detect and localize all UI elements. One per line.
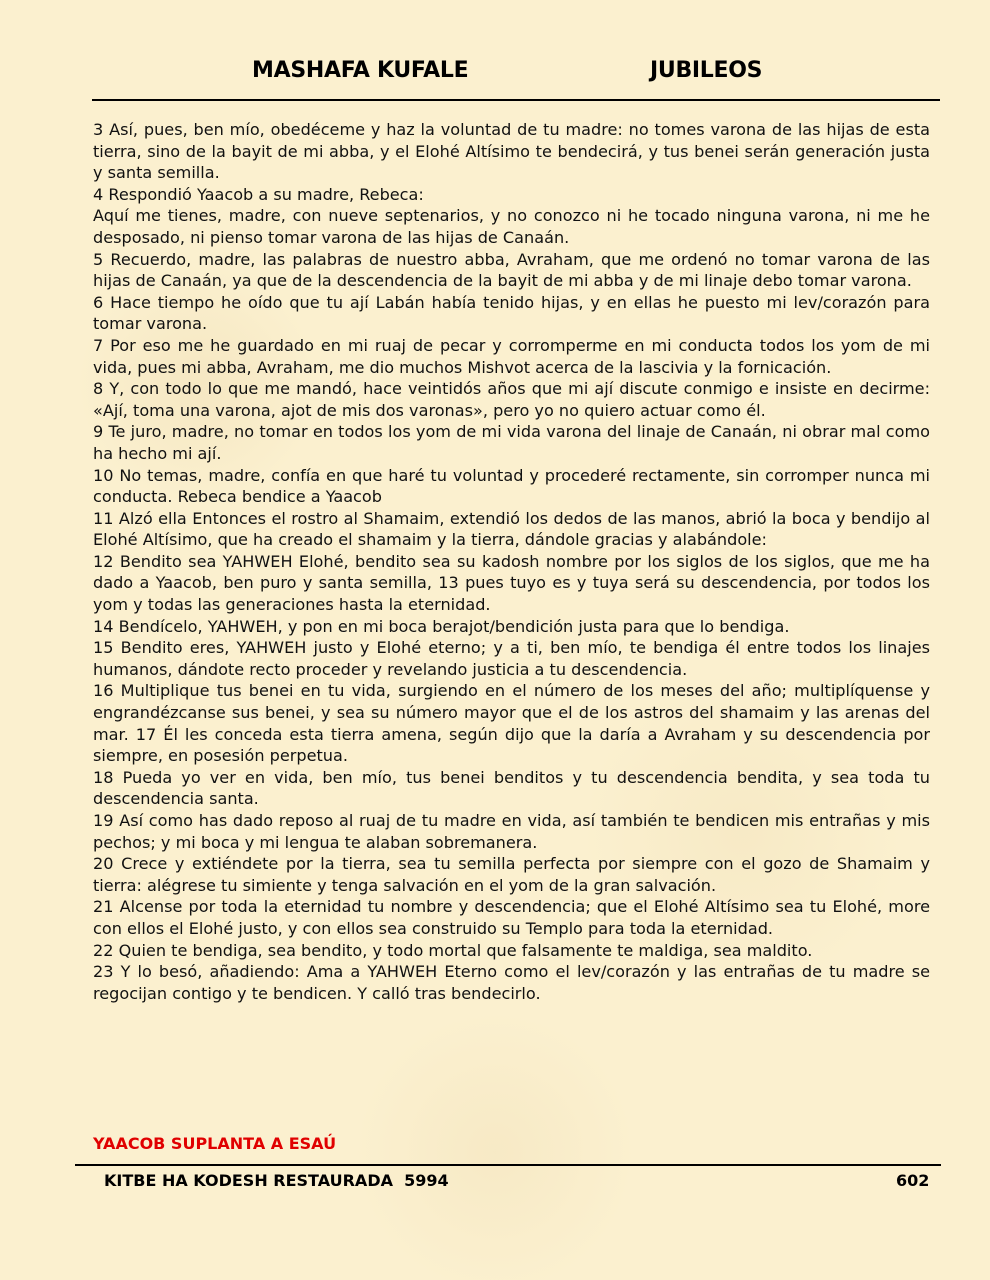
paragraph: 6 Hace tiempo he oído que tu ají Labán había tenido hijas, y en ellas he puesto mi lev/corazón para tomar varona. <box>93 292 930 334</box>
paragraph: Aquí me tienes, madre, con nueve septenarios, y no conozco ni he tocado ninguna varona, ni me he desposado, ni pienso tomar varona de las hijas de Canaán. <box>93 206 930 247</box>
paragraph: 14 Bendícelo, YAHWEH, y pon en mi boca berajot/bendición justa para que lo bendiga. <box>93 616 790 636</box>
paragraph: 16 Multiplique tus benei en tu vida, surgiendo en el número de los meses del año; multiplíquense y engrandézcanse sus benei, y sea su número mayor que el de los astros del shamaim y las arenas del mar. 17 Él les conceda esta tierra amena, según dijo que la daría a Avraham y su descendencia por siempre, en posesión perpetua. <box>93 681 930 766</box>
paragraph: 5 Recuerdo, madre, las palabras de nuestro abba, Avraham, que me ordenó no tomar varona de las hijas de Canaán, ya que de la descendencia de la bayit de mi abba y de mi linaje debo tomar varona. <box>93 249 930 291</box>
paragraph: 18 Pueda yo ver en vida, ben mío, tus benei benditos y tu descendencia bendita, y sea toda tu descendencia santa. <box>93 767 930 809</box>
header-section-title: JUBILEOS <box>650 58 763 83</box>
paragraph: 3 Así, pues, ben mío, obedéceme y haz la voluntad de tu madre: no tomes varona de las hijas de esta tierra, sino de la bayit de mi abba, y el Elohé Altísimo te bendecirá, y tus benei serán generación justa y santa semilla. <box>93 120 930 183</box>
section-heading: YAACOB SUPLANTA A ESAÚ <box>93 1134 337 1153</box>
body-text <box>93 119 930 1004</box>
paragraph: 19 Así como has dado reposo al ruaj de tu madre en vida, así también te bendicen mis entrañas y mis pechos; y mi boca y mi lengua te alaban sobremanera. <box>93 811 930 852</box>
paragraph: 12 Bendito sea YAHWEH Elohé, bendito sea su kadosh nombre por los siglos de los siglos, que me ha dado a Yaacob, ben puro y santa semilla, 13 pues tuyo es y tuya será su descendencia, por todos los yom y todas las generaciones hasta la eternidad. <box>93 551 930 615</box>
header-divider <box>92 99 940 101</box>
header-book-title: MASHAFA KUFALE <box>252 58 469 83</box>
page-number: 602 <box>896 1171 930 1190</box>
paragraph: 9 Te juro, madre, no tomar en todos los yom de mi vida varona del linaje de Canaán, ni obrar mal como ha hecho mi ají. <box>93 422 930 463</box>
paragraph: 7 Por eso me he guardado en mi ruaj de pecar y corromperme en mi conducta todos los yom de mi vida, pues mi abba, Avraham, me dio muchos Mishvot acerca de la lascivia y la fornicación. <box>93 335 930 377</box>
paragraph: 21 Alcense por toda la eternidad tu nombre y descendencia; que el Elohé Altísimo sea tu Elohé, more con ellos el Elohé justo, y con ellos sea construido su Templo para toda la eternidad. <box>93 897 930 938</box>
paragraph: 22 Quien te bendiga, sea bendito, y todo mortal que falsamente te maldiga, sea maldito. <box>93 940 813 960</box>
paragraph: 20 Crece y extiéndete por la tierra, sea tu semilla perfecta por siempre con el gozo de Shamaim y tierra: alégrese tu simiente y tenga salvación en el yom de la gran salvación. <box>93 854 930 895</box>
paragraph: 10 No temas, madre, confía en que haré tu voluntad y procederé rectamente, sin corromper nunca mi conducta. Rebeca bendice a Yaacob <box>93 465 930 507</box>
page-header <box>0 58 990 92</box>
paragraph: 11 Alzó ella Entonces el rostro al Shamaim, extendió los dedos de las manos, abrió la boca y bendijo al Elohé Altísimo, que ha creado el shamaim y la tierra, dándole gracias y alabándole: <box>93 508 930 550</box>
footer-divider <box>75 1164 941 1166</box>
footer-book-title: KITBE HA KODESH RESTAURADA 5994 <box>104 1171 449 1190</box>
paragraph: 4 Respondió Yaacob a su madre, Rebeca: <box>93 184 424 204</box>
paragraph: 15 Bendito eres, YAHWEH justo y Elohé eterno; y a ti, ben mío, te bendiga él entre todos los linajes humanos, dándote recto proceder y revelando justicia a tu descendencia. <box>93 638 930 679</box>
paragraph: 8 Y, con todo lo que me mandó, hace veintidós años que mi ají discute conmigo e insiste en decirme: «Ají, toma una varona, ajot de mis dos varonas», pero yo no quiero actuar como él. <box>93 379 930 420</box>
paragraph: 23 Y lo besó, añadiendo: Ama a YAHWEH Eterno como el lev/corazón y las entrañas de tu madre se regocijan contigo y te bendicen. Y calló tras bendecirlo. <box>93 962 930 1003</box>
